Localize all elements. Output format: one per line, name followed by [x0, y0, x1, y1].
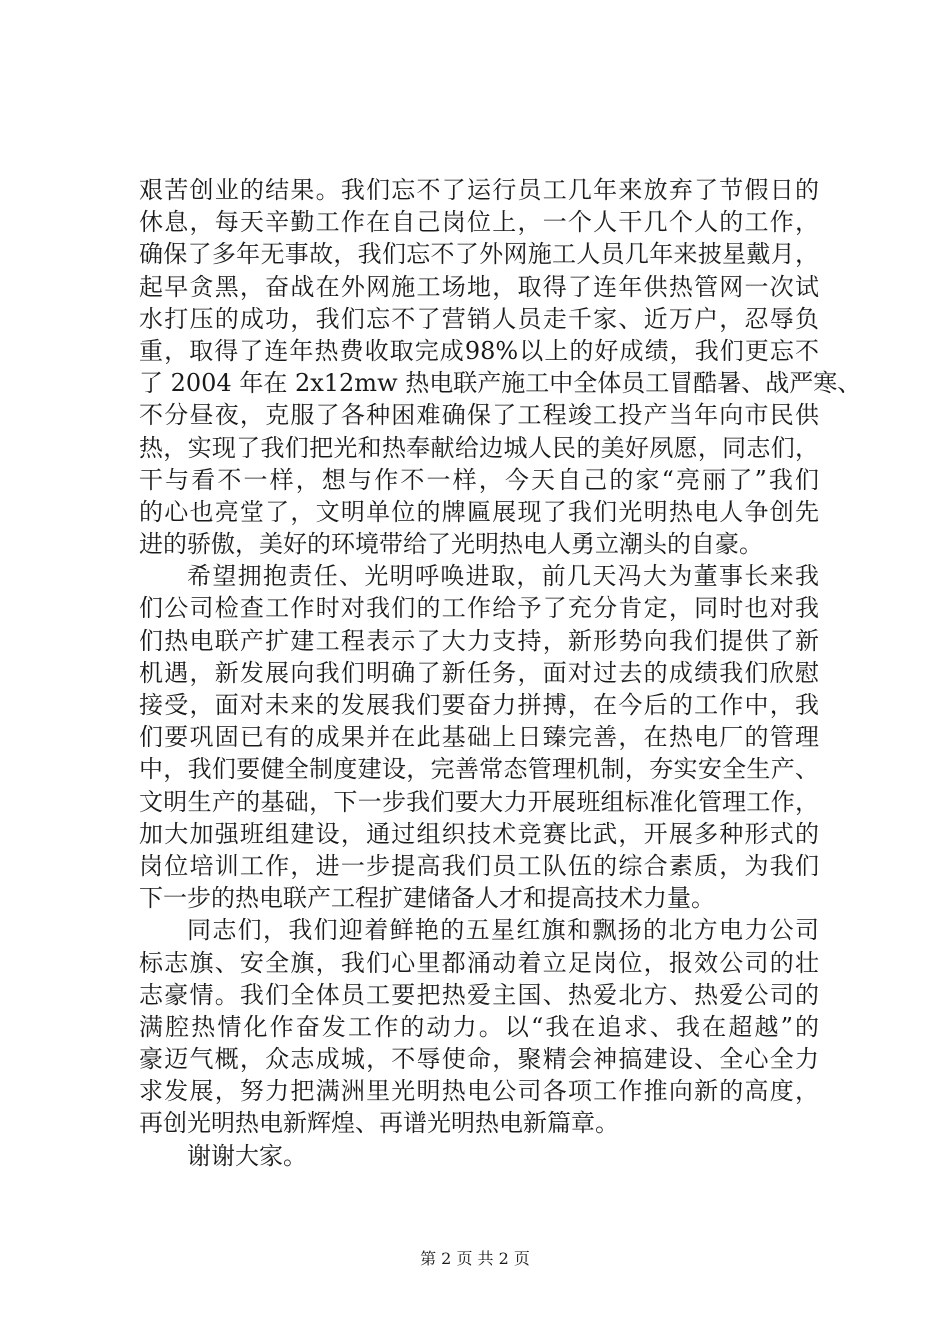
text-line: 了 2004 年在 2x12mw 热电联产施工中全体员工冒酷暑、战严寒、: [139, 369, 862, 398]
text-line: 水打压的成功，我们忘不了营销人员走千家、近万户，忍辱负: [139, 304, 819, 333]
text-line: 确保了多年无事故，我们忘不了外网施工人员几年来披星戴月，: [139, 240, 819, 269]
text-line: 中，我们要健全制度建设，完善常态管理机制，夯实安全生产、: [139, 755, 819, 784]
text-line: 进的骄傲，美好的环境带给了光明热电人勇立潮头的自豪。: [139, 530, 763, 559]
text-line: 重，取得了连年热费收取完成98%以上的好成绩，我们更忘不: [139, 336, 819, 365]
text-line: 岗位培训工作，进一步提高我们员工队伍的综合素质，为我们: [139, 851, 819, 880]
text-line: 们要巩固已有的成果并在此基础上日臻完善，在热电厂的管理: [139, 723, 819, 752]
text-line: 志豪情。我们全体员工要把热爱主国、热爱北方、热爱公司的: [139, 980, 819, 1009]
document-body: [139, 174, 862, 1172]
page-footer: 第 2 页 共 2 页: [420, 1249, 530, 1268]
text-line: 满腔热情化作奋发工作的动力。以“我在追求、我在超越”的: [139, 1012, 819, 1041]
text-line: 接受，面对未来的发展我们要奋力拼搏，在今后的工作中，我: [139, 691, 819, 719]
text-line: 热，实现了我们把光和热奉献给边城人民的美好夙愿，同志们，: [139, 433, 819, 462]
text-line: 们热电联产扩建工程表示了大力支持，新形势向我们提供了新: [139, 626, 819, 655]
text-line: 机遇，新发展向我们明确了新任务，面对过去的成绩我们欣慰: [139, 658, 819, 687]
text-line: 不分昼夜，克服了各种困难确保了工程竣工投产当年向市民供: [139, 401, 819, 430]
text-line: 休息，每天辛勤工作在自己岗位上，一个人干几个人的工作，: [139, 208, 819, 237]
text-line: 再创光明热电新辉煌、再谱光明热电新篇章。: [139, 1109, 619, 1138]
text-line: 起早贪黑，奋战在外网施工场地，取得了连年供热管网一次试: [139, 272, 819, 301]
text-line: 文明生产的基础，下一步我们要大力开展班组标准化管理工作，: [139, 787, 819, 816]
text-line: 艰苦创业的结果。我们忘不了运行员工几年来放弃了节假日的: [139, 176, 819, 204]
text-line: 同志们，我们迎着鲜艳的五星红旗和飘扬的北方电力公司: [187, 916, 819, 945]
text-line: 下一步的热电联产工程扩建储备人才和提高技术力量。: [139, 884, 715, 913]
text-line: 的心也亮堂了，文明单位的牌匾展现了我们光明热电人争创先: [139, 497, 819, 526]
text-line: 标志旗、安全旗，我们心里都涌动着立足岗位，报效公司的壮: [139, 948, 819, 977]
text-line: 干与看不一样，想与作不一样，今天自己的家“亮丽了”我们: [139, 465, 819, 494]
text-line: 们公司检查工作时对我们的工作给予了充分肯定，同时也对我: [139, 594, 819, 623]
text-line: 加大加强班组建设，通过组织技术竞赛比武，开展多种形式的: [139, 819, 819, 848]
text-line: 希望拥抱责任、光明呼唤进取，前几天冯大为董事长来我: [187, 562, 819, 591]
text-line: 求发展，努力把满洲里光明热电公司各项工作推向新的高度，: [139, 1077, 819, 1106]
text-line: 豪迈气概，众志成城，不辱使命，聚精会神搞建设、全心全力: [139, 1045, 819, 1074]
text-line: 谢谢大家。: [187, 1141, 307, 1170]
